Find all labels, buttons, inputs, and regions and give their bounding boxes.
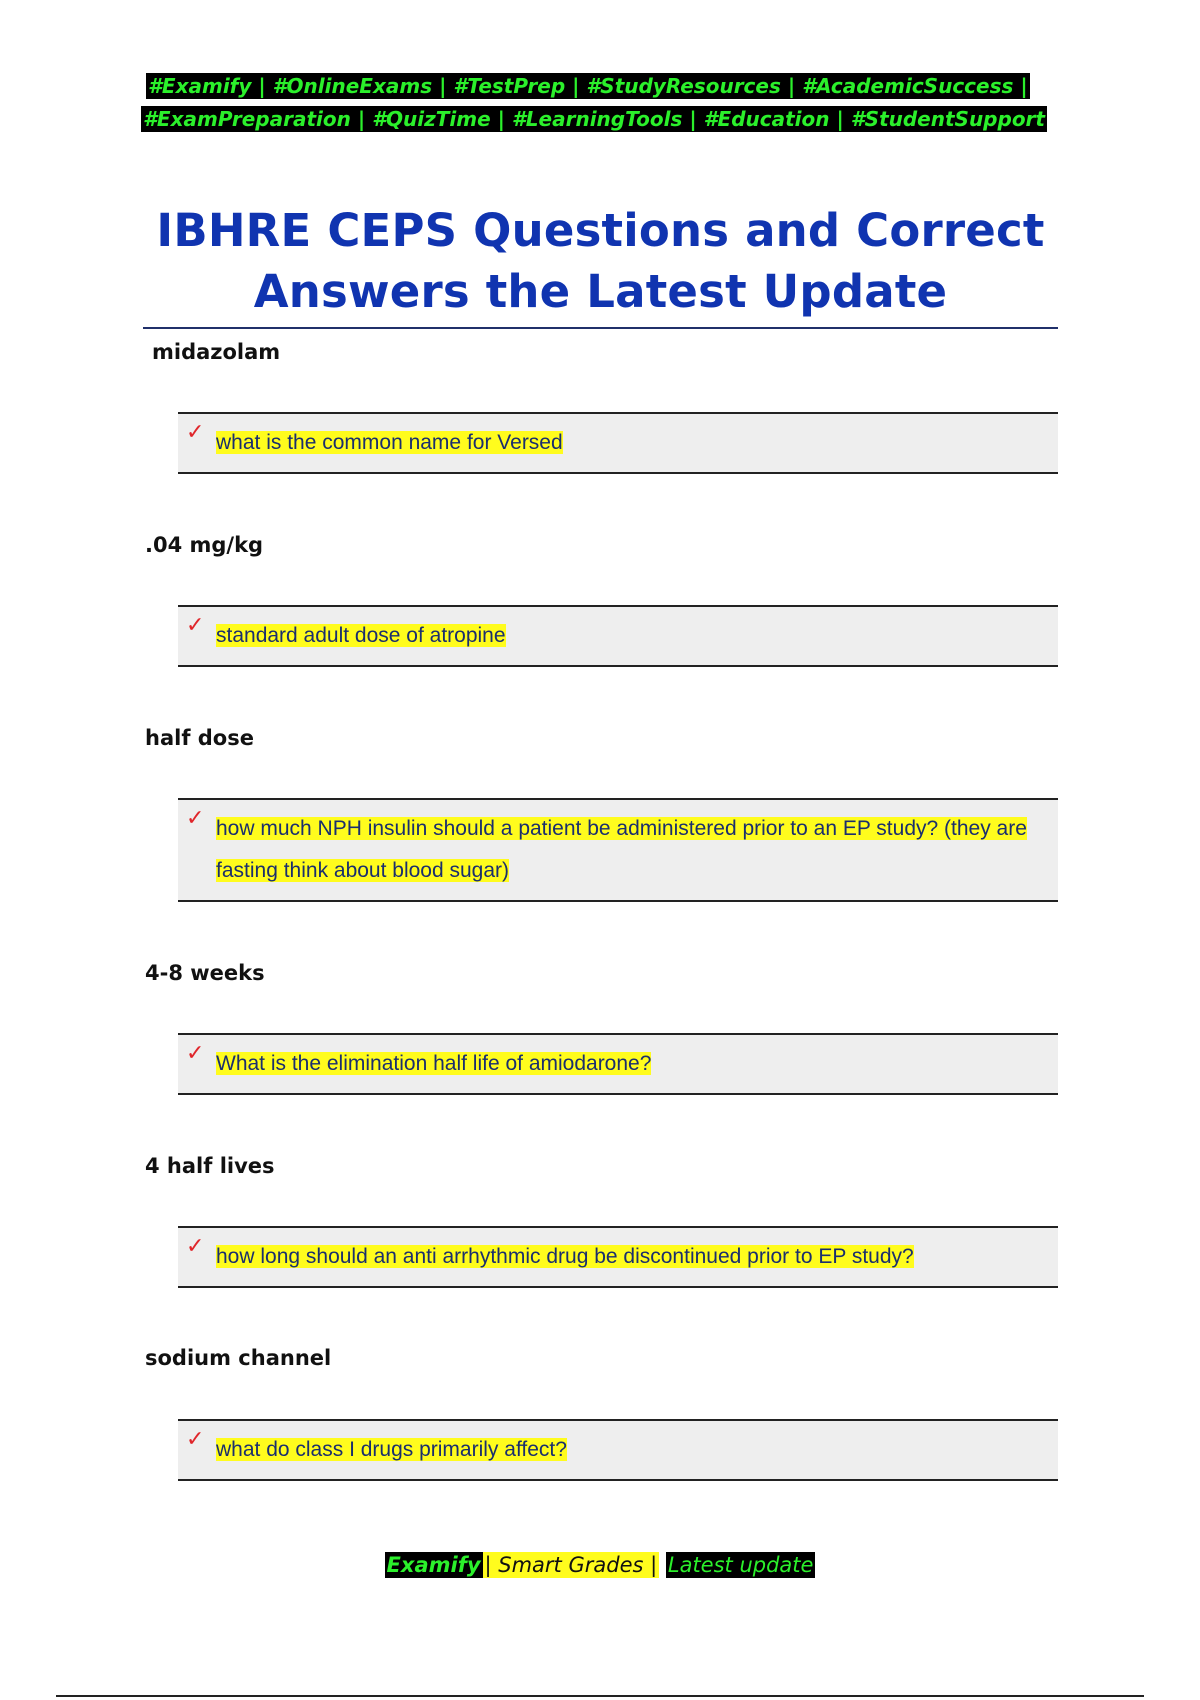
question-box (178, 1033, 1058, 1095)
page-footer (0, 1553, 1200, 1577)
page-title (143, 200, 1058, 322)
footer-smart-grades: | Smart Grades | (484, 1553, 658, 1577)
qa-entry (143, 726, 1058, 882)
title-line-2: Answers the Latest Update (253, 265, 948, 318)
question-text: what do class I drugs primarily affect? (216, 1438, 567, 1461)
footer-brand: Examify (386, 1553, 481, 1577)
question-box (178, 412, 1058, 474)
title-divider (143, 327, 1058, 329)
qa-entry (143, 340, 1058, 454)
bottom-divider (56, 1695, 1144, 1697)
check-mark-icon: ✓ (186, 613, 205, 638)
question-text: What is the elimination half life of amiodarone? (216, 1052, 652, 1075)
answer-text: sodium channel (145, 1346, 332, 1370)
answer-text: .04 mg/kg (145, 533, 264, 557)
question-text: how long should an anti arrhythmic drug be discontinued prior to EP study? (216, 1245, 914, 1268)
answer-text: 4 half lives (145, 1154, 275, 1178)
check-mark-icon: ✓ (186, 1427, 205, 1452)
question-text: how much NPH insulin should a patient be administered prior to an EP study? (they are fasting think about blood sugar) (216, 817, 1027, 882)
answer-text: 4-8 weeks (145, 961, 265, 985)
check-mark-icon: ✓ (186, 420, 205, 445)
hashtag-banner (143, 70, 1056, 136)
question-text: what is the common name for Versed (216, 431, 563, 454)
question-box (178, 605, 1058, 667)
check-mark-icon: ✓ (186, 806, 205, 831)
question-text: standard adult dose of atropine (216, 624, 506, 647)
qa-entry (143, 533, 1058, 647)
question-box (178, 1226, 1058, 1288)
footer-latest-update: Latest update (667, 1553, 814, 1577)
qa-entry (143, 961, 1058, 1075)
hashtag-line-2: #ExamPreparation | #QuizTime | #LearningTools | #Education | #StudentSupport (143, 107, 1045, 131)
answer-text: midazolam (152, 340, 281, 364)
qa-entry (143, 1154, 1058, 1268)
title-line-1: IBHRE CEPS Questions and Correct (156, 204, 1045, 257)
answer-text: half dose (145, 726, 254, 750)
question-box (178, 798, 1058, 902)
check-mark-icon: ✓ (186, 1234, 205, 1259)
hashtag-line-1: #Examify | #OnlineExams | #TestPrep | #StudyResources | #AcademicSuccess | (148, 74, 1028, 98)
question-box (178, 1419, 1058, 1481)
check-mark-icon: ✓ (186, 1041, 205, 1066)
qa-entry (143, 1346, 1058, 1461)
